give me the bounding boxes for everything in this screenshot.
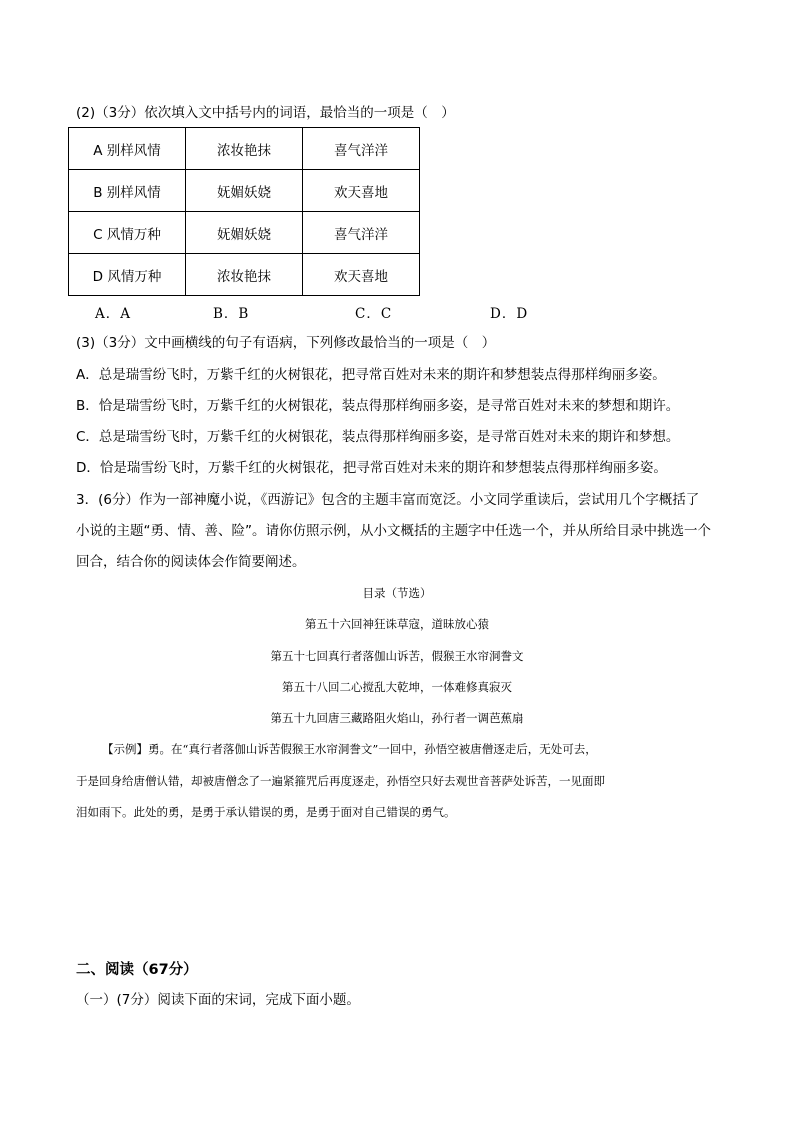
table-cell: 浓妆艳抹 xyxy=(186,128,303,170)
example-line-2: 于是回身给唐僧认错，却被唐僧念了一遍紧箍咒后再度逐走，孙悟空只好去观世音菩萨处诉苦，一见面即 xyxy=(76,774,605,788)
table-cell: A 别样风情 xyxy=(69,128,186,170)
catalog-item: 第五十八回二心搅乱大乾坤，一体难修真寂灭 xyxy=(282,680,512,694)
table-cell: 喜气洋洋 xyxy=(303,212,420,254)
table-row xyxy=(69,212,420,254)
q2-stem: (2)（3分）依次填入文中括号内的词语，最恰当的一项是（ ） xyxy=(76,105,455,121)
q3-option-b: B．恰是瑞雪纷飞时，万紫千红的火树银花，装点得那样绚丽多姿，是寻常百姓对未来的梦想和期许。 xyxy=(76,398,680,414)
choice-d: D．D xyxy=(490,306,529,322)
section-subtitle: （一）(7分）阅读下面的宋词，完成下面小题。 xyxy=(76,992,360,1008)
catalog-item: 第五十九回唐三藏路阻火焰山，孙行者一调芭蕉扇 xyxy=(270,711,524,725)
q3-option-d: D．恰是瑞雪纷飞时，万紫千红的火树银花，把寻常百姓对未来的期许和梦想装点得那样绚丽多姿。 xyxy=(76,460,667,476)
section-title: 二、阅读（67分） xyxy=(76,962,198,978)
q4-stem-line-2: 小说的主题“勇、情、善、险”。请你仿照示例，从小文概括的主题字中任选一个，并从所给目录中挑选一个 xyxy=(76,523,711,539)
catalog-item: 第五十六回神狂诛草寇，道昧放心猿 xyxy=(305,617,489,631)
q3-stem: (3)（3分）文中画横线的句子有语病，下列修改最恰当的一项是（ ） xyxy=(76,335,496,351)
table-cell: 妩媚妖娆 xyxy=(186,170,303,212)
choice-b: B．B xyxy=(213,306,250,322)
table-row xyxy=(69,128,420,170)
catalog-item: 第五十七回真行者落伽山诉苦，假猴王水帘洞誊文 xyxy=(270,649,524,663)
choice-c: C．C xyxy=(355,306,393,322)
table-cell: D 风情万种 xyxy=(69,254,186,296)
table-row xyxy=(69,170,420,212)
table-cell: B 别样风情 xyxy=(69,170,186,212)
table-row xyxy=(69,254,420,296)
table-cell: 浓妆艳抹 xyxy=(186,254,303,296)
table-cell: C 风情万种 xyxy=(69,212,186,254)
q4-stem-line-1: 3．(6分）作为一部神魔小说，《西游记》包含的主题丰富而宽泛。小文同学重读后，尝试用几个字概括了 xyxy=(76,492,700,508)
example-line-1: 【示例】勇。在“真行者落伽山诉苦假猴王水帘洞誊文”一回中，孙悟空被唐僧逐走后，无处可去， xyxy=(102,742,597,756)
choice-a: A．A xyxy=(95,306,131,322)
table-cell: 欢天喜地 xyxy=(303,170,420,212)
table-cell: 喜气洋洋 xyxy=(303,128,420,170)
q3-option-a: A．总是瑞雪纷飞时，万紫千红的火树银花，把寻常百姓对未来的期许和梦想装点得那样绚丽多姿。 xyxy=(76,367,666,383)
example-line-3: 泪如雨下。此处的勇，是勇于承认错误的勇，是勇于面对自己错误的勇气。 xyxy=(76,805,456,819)
q4-stem-line-3: 回合，结合你的阅读体会作简要阐述。 xyxy=(76,554,306,570)
options-table xyxy=(68,127,420,296)
catalog-title: 目录（节选） xyxy=(362,586,432,600)
q3-option-c: C．总是瑞雪纷飞时，万紫千红的火树银花，装点得那样绚丽多姿，是寻常百姓对未来的期许和梦想。 xyxy=(76,429,680,445)
table-cell: 欢天喜地 xyxy=(303,254,420,296)
table-cell: 妩媚妖娆 xyxy=(186,212,303,254)
